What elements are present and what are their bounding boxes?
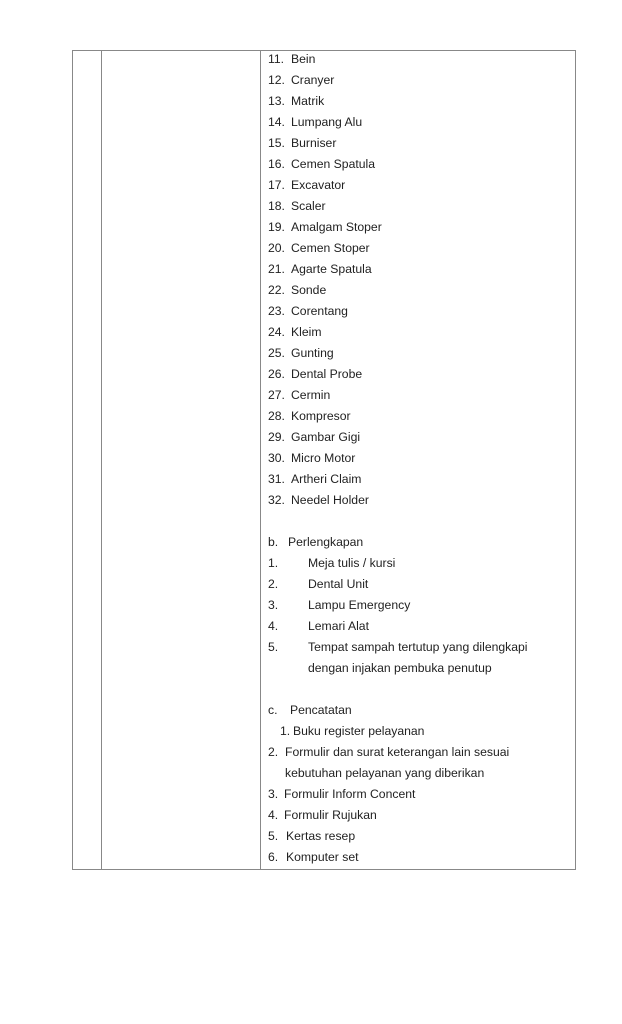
- list-item: 16. Cemen Spatula: [268, 157, 376, 171]
- list-item: 27. Cermin: [268, 388, 331, 402]
- list-item: 23. Corentang: [268, 304, 348, 318]
- list-item: 18. Scaler: [268, 199, 326, 213]
- list-item: 4. Lemari Alat: [268, 619, 369, 633]
- list-item: 32. Needel Holder: [268, 493, 369, 507]
- list-item: 17. Excavator: [268, 178, 346, 192]
- list-item: 11. Bein: [268, 52, 316, 66]
- list-item: 15. Burniser: [268, 136, 337, 150]
- list-item: 25. Gunting: [268, 346, 334, 360]
- column-divider-1: [101, 51, 102, 869]
- list-item: 5. Kertas resep: [268, 829, 356, 843]
- list-item: 6. Komputer set: [268, 850, 359, 864]
- list-item: 1. Meja tulis / kursi: [268, 556, 396, 570]
- list-item: 3. Formulir Inform Concent: [268, 787, 416, 801]
- list-item: 20. Cemen Stoper: [268, 241, 370, 255]
- list-item: 30. Micro Motor: [268, 451, 356, 465]
- list-item: 14. Lumpang Alu: [268, 115, 363, 129]
- list-item: 3. Lampu Emergency: [268, 598, 411, 612]
- list-item: 31. Artheri Claim: [268, 472, 362, 486]
- list-item: 2. Formulir dan surat keterangan lain sesuai: [268, 745, 510, 759]
- list-item: 4. Formulir Rujukan: [268, 808, 377, 822]
- column-divider-2: [260, 51, 261, 869]
- section-heading-perlengkapan: b. Perlengkapan: [268, 535, 364, 549]
- section-heading-pencatatan: c. Pencatatan: [268, 703, 352, 717]
- list-item-continuation: dengan injakan pembuka penutup: [308, 661, 492, 675]
- list-item: 12. Cranyer: [268, 73, 335, 87]
- list-item: 5. Tempat sampah tertutup yang dilengkapi: [268, 640, 528, 654]
- list-item-continuation: kebutuhan pelayanan yang diberikan: [285, 766, 485, 780]
- list-item: 22. Sonde: [268, 283, 327, 297]
- list-item: 28. Kompresor: [268, 409, 351, 423]
- list-item: 13. Matrik: [268, 94, 325, 108]
- list-item: 26. Dental Probe: [268, 367, 363, 381]
- list-item: 24. Kleim: [268, 325, 322, 339]
- list-item: 2. Dental Unit: [268, 577, 369, 591]
- list-item: 1. Buku register pelayanan: [280, 724, 425, 738]
- list-item: 19. Amalgam Stoper: [268, 220, 382, 234]
- list-item: 29. Gambar Gigi: [268, 430, 361, 444]
- list-item: 21. Agarte Spatula: [268, 262, 372, 276]
